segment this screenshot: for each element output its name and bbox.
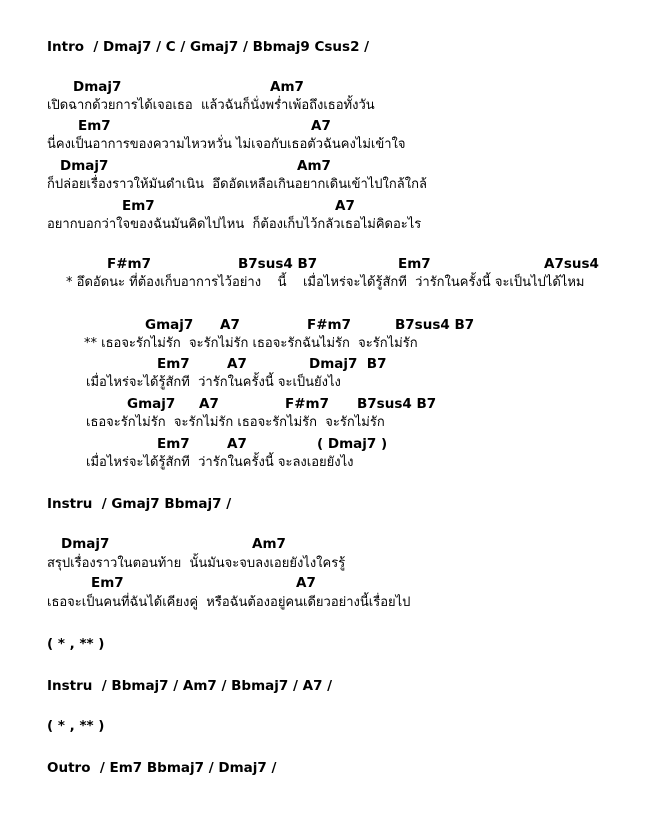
intro-line: Intro / Dmaj7 / C / Gmaj7 / Bbmaj9 Csus2 / <box>47 39 370 55</box>
lyric-line: * อึดอัดนะ ที่ต้องเก็บอาการไว้อย่าง นี้ เมื่อไหร่จะได้รู้สักที ว่ารักในครั้งนี้ จะเป็นไปได้ไหม <box>66 275 585 290</box>
lyric-line: สรุปเรื่องราวในตอนท้าย นั้นมันจะจบลงเอยยังไงใครรู้ <box>47 556 346 571</box>
chord: F#m7 <box>285 396 329 412</box>
chord: ( Dmaj7 ) <box>317 436 388 452</box>
chord: F#m7 <box>307 317 351 333</box>
lyric-line: เธอจะเป็นคนที่ฉันได้เคียงคู่ หรือฉันต้องอยู่คนเดียวอย่างนี้เรื่อยไป <box>47 595 411 610</box>
chord: Em7 <box>78 118 111 134</box>
chord: F#m7 <box>107 256 151 272</box>
outro-line: Outro / Em7 Bbmaj7 / Dmaj7 / <box>47 760 277 776</box>
lyric-line: เมื่อไหร่จะได้รู้สักที ว่ารักในครั้งนี้ จะลงเอยยังไง <box>86 455 354 470</box>
lyric-line: ** เธอจะรักไม่รัก จะรักไม่รัก เธอจะรักฉันไม่รัก จะรักไม่รัก <box>84 336 418 351</box>
chord: Gmaj7 <box>127 396 176 412</box>
chord: B7sus4 B7 <box>357 396 437 412</box>
chord: Am7 <box>270 79 304 95</box>
repeat-marker: ( * , ** ) <box>47 718 105 734</box>
chord: A7 <box>199 396 219 412</box>
chord: Dmaj7 <box>61 536 110 552</box>
lyric-line: เมื่อไหร่จะได้รู้สักที ว่ารักในครั้งนี้ จะเป็นยังไง <box>86 375 341 390</box>
chord: Am7 <box>297 158 331 174</box>
chord: Dmaj7 B7 <box>309 356 387 372</box>
chord: A7 <box>227 356 247 372</box>
lyric-line: อยากบอกว่าใจของฉันมันคิดไปไหน ก็ต้องเก็บไว้กลัวเธอไม่คิดอะไร <box>47 217 422 232</box>
chord: A7 <box>296 575 316 591</box>
lyric-line: นี่คงเป็นอาการของความไหวหวั่น ไม่เจอกับเธอตัวฉันคงไม่เข้าใจ <box>47 137 406 152</box>
chord: A7 <box>227 436 247 452</box>
lyric-line: ก็ปล่อยเรื่องราวให้มันดำเนิน อึดอัดเหลือเกินอยากเดินเข้าไปใกล้ใกล้ <box>47 177 427 192</box>
chord: Em7 <box>157 356 190 372</box>
chord: Em7 <box>122 198 155 214</box>
chord: A7 <box>220 317 240 333</box>
chord: B7sus4 B7 <box>395 317 475 333</box>
lyric-line: เธอจะรักไม่รัก จะรักไม่รัก เธอจะรักไม่รัก จะรักไม่รัก <box>86 415 385 430</box>
instru-line: Instru / Bbmaj7 / Am7 / Bbmaj7 / A7 / <box>47 678 333 694</box>
chord: A7 <box>311 118 331 134</box>
instru-line: Instru / Gmaj7 Bbmaj7 / <box>47 496 232 512</box>
chord: B7sus4 B7 <box>238 256 318 272</box>
chord: Dmaj7 <box>60 158 109 174</box>
lyric-line: เปิดฉากด้วยการได้เจอเธอ แล้วฉันก็นั่งพร่ำเพ้อถึงเธอทั้งวัน <box>47 98 375 113</box>
chord: A7 <box>335 198 355 214</box>
chord: Em7 <box>398 256 431 272</box>
chord: Am7 <box>252 536 286 552</box>
chord: Dmaj7 <box>73 79 122 95</box>
chord: A7sus4 <box>544 256 599 272</box>
chord: Em7 <box>157 436 190 452</box>
chord: Em7 <box>91 575 124 591</box>
chord: Gmaj7 <box>145 317 194 333</box>
repeat-marker: ( * , ** ) <box>47 636 105 652</box>
